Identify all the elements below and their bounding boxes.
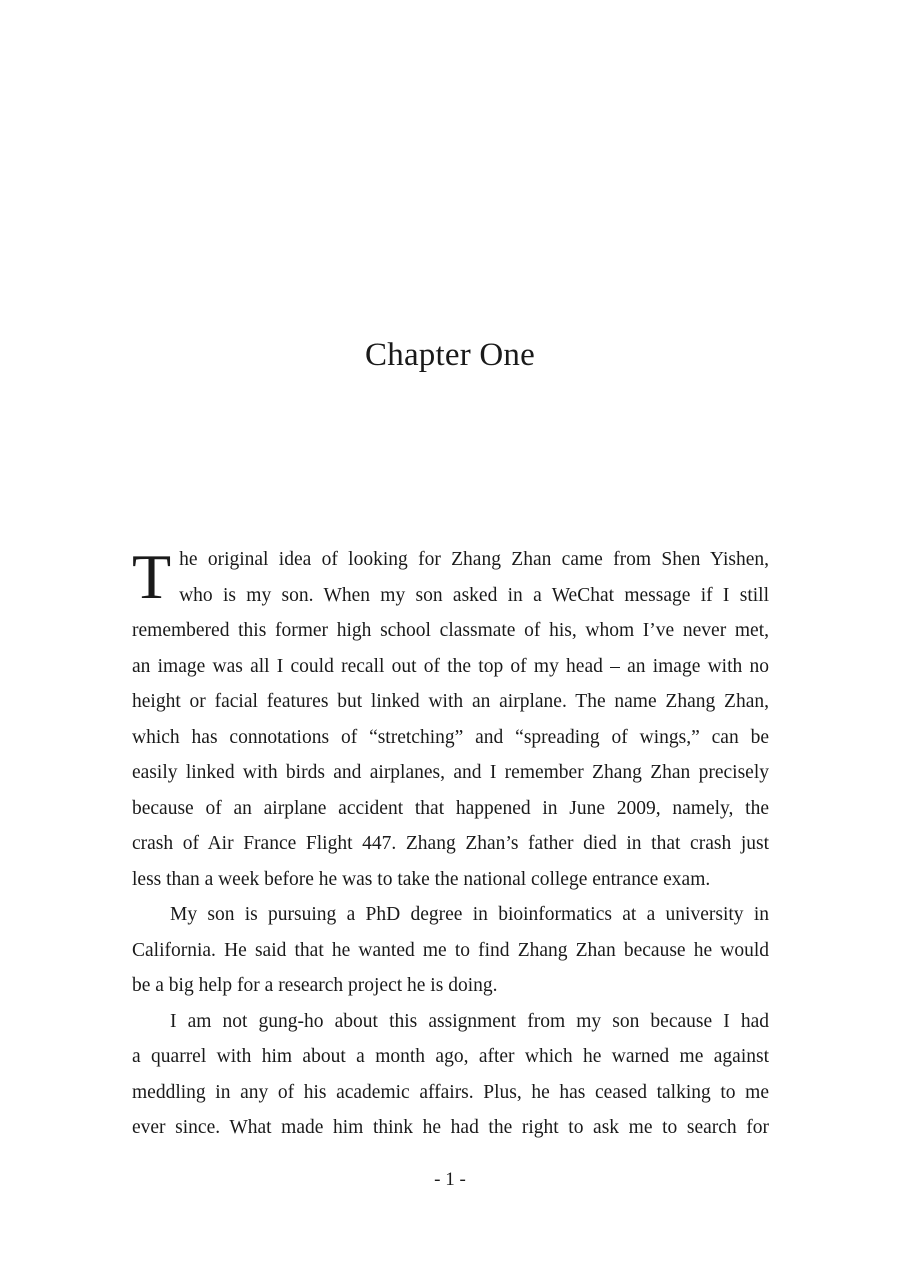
text-line: easily linked with birds and airplanes, and I remember Zhang Zhan precisely: [132, 762, 769, 783]
text-line: which has connotations of “stretching” and “spreading of wings,” can be: [132, 726, 769, 748]
text-line: a quarrel with him about a month ago, after which he warned me against: [132, 1046, 769, 1067]
text-line: be a big help for a research project he is doing.: [132, 975, 498, 996]
paragraph-3: [132, 1004, 769, 1146]
paragraph-1: [132, 542, 769, 897]
paragraph-2: [132, 897, 769, 1004]
text-line: meddling in any of his academic affairs. Plus, he has ceased talking to me: [132, 1081, 769, 1103]
text-line: height or facial features but linked with an airplane. The name Zhang Zhan,: [132, 691, 769, 712]
text-line: My son is pursuing a PhD degree in bioinformatics at a university in: [170, 904, 769, 925]
text-line: an image was all I could recall out of the top of my head – an image with no: [132, 655, 769, 677]
page-number: - 1 -: [434, 1169, 466, 1190]
body-text: [132, 542, 769, 1146]
text-line: California. He said that he wanted me to find Zhang Zhan because he would: [132, 939, 769, 961]
drop-cap: T: [132, 541, 172, 612]
chapter-title: Chapter One: [365, 337, 535, 373]
text-line: less than a week before he was to take the national college entrance exam.: [132, 868, 711, 890]
text-line: I am not gung-ho about this assignment from my son because I had: [170, 1010, 769, 1032]
text-line: ever since. What made him think he had the right to ask me to search for: [132, 1117, 769, 1138]
text-line: he original idea of looking for Zhang Zhan came from Shen Yishen,: [179, 549, 769, 570]
text-line: crash of Air France Flight 447. Zhang Zhan’s father died in that crash just: [132, 833, 769, 854]
text-line: who is my son. When my son asked in a WeChat message if I still: [179, 584, 769, 606]
text-line: remembered this former high school classmate of his, whom I’ve never met,: [132, 620, 769, 641]
text-line: because of an airplane accident that happened in June 2009, namely, the: [132, 797, 769, 819]
